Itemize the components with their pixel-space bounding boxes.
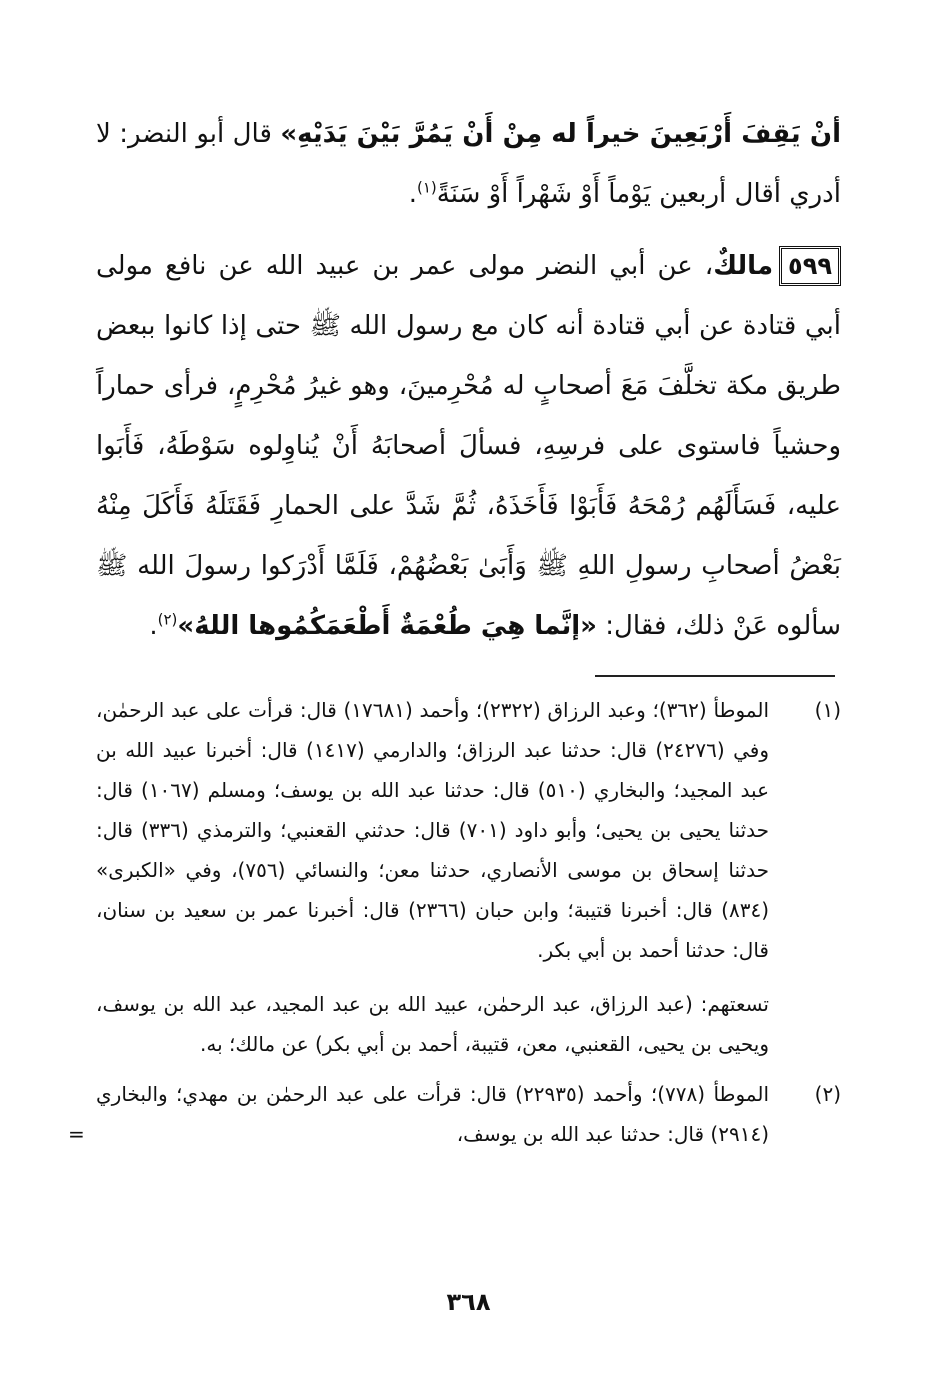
hadith-number-badge: ٥٩٩ xyxy=(779,246,841,286)
paragraph-1 xyxy=(96,104,841,224)
page-number: ٣٦٨ xyxy=(446,1288,491,1316)
sentence-end: . xyxy=(149,611,158,641)
narrator-name: مالكٌ xyxy=(713,251,774,281)
main-text xyxy=(96,104,841,656)
prophetic-quote: «إنَّما هِيَ طُعْمَةٌ أَطْعَمَكُمُوها اللهُ» xyxy=(177,611,597,641)
narrator-comment: قال أبو النضر: لا أدري أقال أربعين يَوْماً أَوْ شَهْراً أَوْ سَنَةً xyxy=(96,119,841,209)
continuation-mark: = xyxy=(68,1122,85,1146)
paragraph-hadith xyxy=(96,236,841,656)
footnote-ref-1: (١) xyxy=(417,178,437,197)
prophetic-quote-end: أنْ يَقِفَ أَرْبَعِينَ خيراً له مِنْ أَنْ يَمُرَّ بَيْنَ يَدَيْهِ» xyxy=(280,119,841,149)
footnote-ref-2: (٢) xyxy=(157,610,178,629)
footnote-number: (٢) xyxy=(814,1082,841,1106)
footnote-summary: تسعتهم: (عبد الرزاق، عبد الرحمٰن، عبيد الله بن عبد المجيد، عبد الله بن يوسف، ويحيى بن يحيى، القعنبي، معن، قتيبة، أحمد بن أبي بكر) عن مالك؛ به. xyxy=(96,992,769,1056)
footnote-text: الموطأ (٧٧٨)؛ وأحمد (٢٢٩٣٥) قال: قرأت على عبد الرحمٰن بن مهدي؛ والبخاري (٢٩١٤) قال: حدثنا عبد الله بن يوسف، xyxy=(96,1082,769,1146)
footnote-text: الموطأ (٣٦٢)؛ وعبد الرزاق (٢٣٢٢)؛ وأحمد (١٧٦٨١) قال: قرأت على عبد الرحمٰن، وفي (٢٤٢٧٦) قال: حدثنا عبد الرزاق؛ والدارمي (١٤١٧) قال: أخبرنا عبيد الله بن عبد المجيد؛ والبخاري (٥١٠) قال: حدثنا عبد الله بن يوسف؛ ومسلم (١٠٦٧) قال: حدثنا يحيى بن يحيى؛ وأبو داود (٧٠١) قال: حدثني القعنبي؛ والترمذي (٣٣٦) قال: حدثنا إسحاق بن موسى الأنصاري، حدثنا معن؛ والنسائي (٧٥٦)، وفي «الكبرى» (٨٣٤) قال: أخبرنا قتيبة؛ وابن حبان (٢٣٦٦) قال: أخبرنا عمر بن سعيد بن سنان، قال: حدثنا أحمد بن أبي بكر. xyxy=(96,698,769,962)
hadith-text: ، عن أبي النضر مولى عمر بن عبيد الله عن نافع مولى أبي قتادة عن أبي قتادة أنه كان مع رسول الله ﷺ حتى إذا كانوا ببعض طريق مكة تخلَّفَ مَعَ أصحابٍ له مُحْرِمينَ، وهو غيرُ مُحْرِمٍ، فرأى حماراً وحشياً فاستوى على فرسِهِ، فسألَ أصحابَهُ أَنْ يُناوِلوه سَوْطَهُ، فَأَبَوا عليه، فَسَأَلَهُم رُمْحَهُ فَأَبَوْا فَأَخَذَهُ، ثُمَّ شَدَّ على الحمارِ فَقَتَلَهُ فَأَكَلَ مِنْهُ بَعْضُ أصحابِ رسولِ اللهِ ﷺ وَأَبَىٰ بَعْضُهُمْ، فَلَمَّا أَدْرَكوا رسولَ الله ﷺ سألوه عَنْ ذلك، فقال: xyxy=(96,251,841,641)
footnote-number: (١) xyxy=(814,698,841,722)
footnotes xyxy=(68,690,841,1164)
footnote-divider xyxy=(595,675,835,677)
footnote-1 xyxy=(96,690,841,1064)
footnote-2 xyxy=(68,1074,841,1154)
sentence-end: . xyxy=(408,179,417,209)
